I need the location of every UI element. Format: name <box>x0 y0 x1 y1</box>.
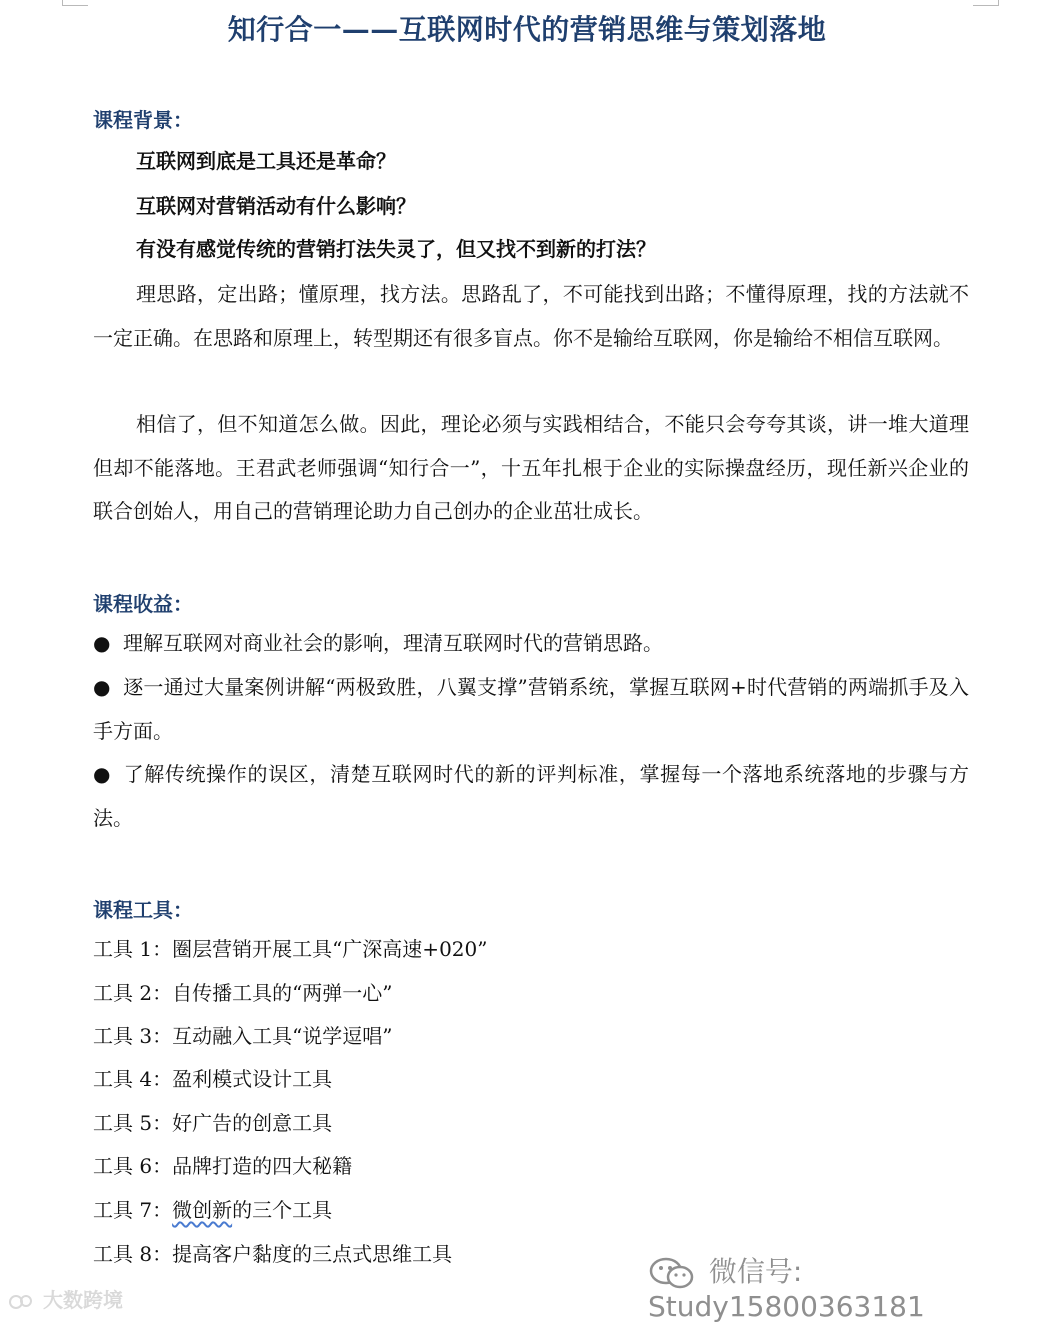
background-paragraph-1: 理思路，定出路；懂原理，找方法。思路乱了，不可能找到出路；不懂得原理，找的方法就不一定正确。在思路和原理上，转型期还有很多盲点。你不是输给互联网，你是输给不相信互联网。 <box>93 282 969 350</box>
tool-item-3: 工具 3：互动融入工具“说学逗唱” <box>93 1024 393 1048</box>
bullet-icon: ● <box>93 675 111 699</box>
bullet-icon: ● <box>93 762 111 786</box>
wechat-icon <box>648 1256 696 1290</box>
tool-item-1: 工具 1：圈层营销开展工具“广深高速+020” <box>93 937 488 961</box>
benefit-item-3 <box>93 753 969 840</box>
document-title: 知行合一——互联网时代的营销思维与策划落地 <box>227 13 827 46</box>
tool-text: 的三个工具 <box>232 1198 333 1222</box>
bullet-icon: ● <box>93 631 111 655</box>
tool-item-6: 工具 6：品牌打造的四大秘籍 <box>93 1154 353 1178</box>
background-paragraph-2: 相信了，但不知道怎么做。因此，理论必须与实践相结合，不能只会夸夸其谈，讲一堆大道理但却不能落地。王君武老师强调“知行合一”，十五年扎根于企业的实际操盘经历，现任新兴企业的联合创始人，用自己的营销理论助力自己创办的企业茁壮成长。 <box>93 412 969 523</box>
question-3: 有没有感觉传统的营销打法失灵了，但又找不到新的打法？ <box>136 237 656 261</box>
tool-item-8: 工具 8：提高客户黏度的三点式思维工具 <box>93 1242 453 1266</box>
benefit-text: 逐一通过大量案例讲解“两极致胜，八翼支撑”营销系统，掌握互联网+时代营销的两端抓手及入手方面。 <box>93 675 969 743</box>
tools-heading: 课程工具： <box>93 898 193 922</box>
question-1: 互联网到底是工具还是革命？ <box>136 149 396 173</box>
watermark-right-text: 微信号: Study15800363181 <box>648 1255 925 1323</box>
tool-item-5: 工具 5：好广告的创意工具 <box>93 1111 333 1135</box>
crop-mark-left <box>62 0 89 6</box>
watermark-right <box>648 1250 1054 1323</box>
crop-mark-right <box>972 0 999 6</box>
background-heading: 课程背景： <box>93 108 193 132</box>
tool-item-2: 工具 2：自传播工具的“两弹一心” <box>93 981 393 1005</box>
watermark-left <box>8 1284 123 1313</box>
question-2: 互联网对营销活动有什么影响？ <box>136 194 416 218</box>
benefit-item-1 <box>93 622 969 666</box>
watermark-left-text: 大数跨境 <box>42 1288 123 1312</box>
benefit-text: 理解互联网对商业社会的影响，理清互联网时代的营销思路。 <box>123 631 663 655</box>
brand-logo-icon <box>8 1292 36 1312</box>
tool-label: 工具 7： <box>93 1198 173 1222</box>
benefit-text: 了解传统操作的误区，清楚互联网时代的新的评判标准，掌握每一个落地系统落地的步骤与方法。 <box>93 762 969 830</box>
tool-item-7 <box>93 1189 332 1232</box>
spellcheck-underlined-word: 微创新 <box>172 1198 233 1222</box>
benefit-item-2 <box>93 666 969 753</box>
benefits-heading: 课程收益： <box>93 592 193 616</box>
tool-item-4: 工具 4：盈利模式设计工具 <box>93 1067 333 1091</box>
